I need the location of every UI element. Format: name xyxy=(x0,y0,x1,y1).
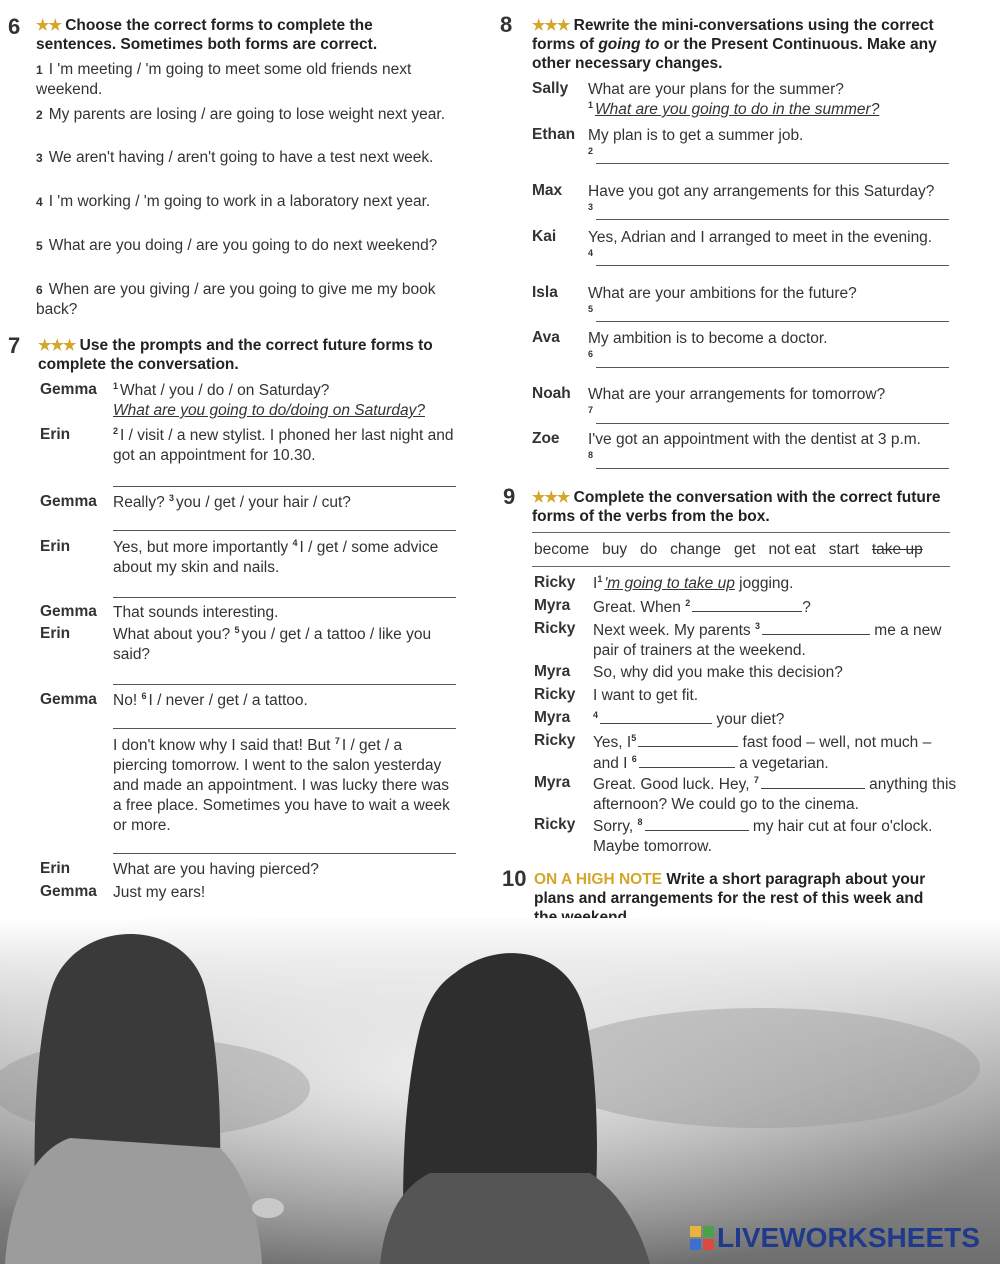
answer-line[interactable] xyxy=(596,219,949,220)
ex9-line-1: $I^1$ 'm going to take up jogging. xyxy=(593,573,794,592)
ex7-line-5: That sounds interesting. xyxy=(113,604,279,621)
ex6-item-1[interactable]: 1 I 'm meeting / 'm going to meet some old friends next weekend. xyxy=(36,61,412,98)
answer-blank[interactable] xyxy=(692,597,802,612)
photo-two-girls xyxy=(0,918,1000,1264)
ex9-line-7: Yes, $I^5$ fast food – well, not much – and I $^6$ a vegetarian. xyxy=(593,732,932,772)
answer-line[interactable] xyxy=(596,265,949,266)
ex9-line-3: Next week. My parents $^3$ me a new pair of trainers at the weekend. xyxy=(593,620,942,659)
speaker: Myra xyxy=(534,774,571,791)
answer-line[interactable] xyxy=(113,486,456,487)
difficulty-stars: ★★★ xyxy=(532,489,570,506)
ex7-line-10: Just my ears! xyxy=(113,884,206,901)
speaker: Gemma xyxy=(40,691,97,708)
answer-text: What are you going to do in the summer? xyxy=(595,101,880,118)
answer-line[interactable] xyxy=(113,597,456,598)
speaker: Myra xyxy=(534,663,571,680)
speaker: Ricky xyxy=(534,732,576,749)
speaker: Noah xyxy=(532,385,571,402)
speaker: Kai xyxy=(532,228,557,245)
box-word: start xyxy=(828,541,859,558)
liveworksheets-logo: LIVEWORKSHEETS xyxy=(690,1222,980,1254)
ex6-item-2[interactable]: 2 My parents are losing / are going to lose weight next year. xyxy=(36,106,446,123)
box-word-used: take up xyxy=(871,541,923,558)
box-word: not eat xyxy=(768,541,816,558)
ex6-item-5[interactable]: 5 What are you doing / are you going to do next weekend? xyxy=(36,237,438,254)
speaker: Isla xyxy=(532,284,558,301)
box-word: do xyxy=(640,541,658,558)
exercise-number: 7 xyxy=(8,333,21,358)
ex7-line-9: What are you having pierced? xyxy=(113,861,319,878)
speaker: Myra xyxy=(534,597,571,614)
ex7-line-8: I don't know why I said that! But $^7$ I / get / a piercing tomorrow. I went to the salon yesterday and made an appointment. I was lucky there was a free place. Sometimes you have to wait a week or more. xyxy=(113,735,450,834)
ex6-item-3[interactable]: 3 We aren't having / aren't going to have a test next week. xyxy=(36,149,434,166)
exercise-number: 9 xyxy=(503,484,516,509)
photo-illustration xyxy=(0,918,1000,1264)
ex7-line-3: Really? $^3$ you / get / your hair / cut? xyxy=(113,492,351,511)
word-box xyxy=(532,532,950,567)
ex8-line-5: What are your ambitions for the future? $^5$ xyxy=(588,285,857,314)
speaker: Myra xyxy=(534,709,571,726)
ex9-line-9: Sorry, $^8$ my hair cut at four o'clock. Maybe tomorrow. xyxy=(593,816,933,855)
answer-line[interactable] xyxy=(113,530,456,531)
difficulty-stars: ★★ xyxy=(36,17,61,34)
speaker: Ricky xyxy=(534,620,576,637)
speaker: Ricky xyxy=(534,816,576,833)
speaker: Ava xyxy=(532,329,560,346)
speaker: Zoe xyxy=(532,430,560,447)
ex9-line-8: Great. Good luck. Hey, $^7$ anything this afternoon? We could go to the cinema. xyxy=(593,774,957,813)
difficulty-stars: ★★★ xyxy=(38,337,76,354)
box-word: buy xyxy=(602,541,628,558)
ex8-line-2: My plan is to get a summer job. $^2$ xyxy=(588,127,804,156)
exercise-number: 6 xyxy=(8,14,21,39)
ex7-line-6: What about you? $^5$ you / get / a tattoo / like you said? xyxy=(113,624,432,663)
answer-blank[interactable] xyxy=(762,620,870,635)
speaker: Gemma xyxy=(40,883,97,900)
box-word: change xyxy=(670,541,722,558)
answer-blank[interactable] xyxy=(639,753,735,768)
answer-line[interactable] xyxy=(596,163,949,164)
answer-blank[interactable] xyxy=(600,709,712,724)
exercise-number: 8 xyxy=(500,12,513,37)
speaker: Gemma xyxy=(40,603,97,620)
answer-text: What are you going to do/doing on Saturday? xyxy=(113,402,425,419)
speaker: Ricky xyxy=(534,574,576,591)
ex8-line-1: What are your plans for the summer? $^1$ What are you going to do in the summer? xyxy=(588,81,880,118)
ex9-line-5: I want to get fit. xyxy=(593,687,699,704)
ex6-item-4[interactable]: 4 I 'm working / 'm going to work in a laboratory next year. xyxy=(36,193,431,210)
answer-line[interactable] xyxy=(113,684,456,685)
ex9-line-2: Great. When $^2$ ? xyxy=(593,597,811,616)
ex8-line-7: What are your arrangements for tomorrow? $^7$ xyxy=(588,386,886,415)
answer-line[interactable] xyxy=(596,423,949,424)
ex9-line-4: So, why did you make this decision? xyxy=(593,664,843,681)
ex7-line-4: Yes, but more importantly $^4$ I / get / some advice about my skin and nails. xyxy=(113,537,439,576)
exercise-instruction: ★★★ Use the prompts and the correct future forms to complete the conversation. xyxy=(38,337,433,373)
answer-blank[interactable] xyxy=(761,774,865,789)
answer-blank[interactable] xyxy=(638,732,738,747)
ex7-line-1: $^1$ What / you / do / on Saturday? What are you going to do/doing on Saturday? xyxy=(113,380,425,419)
speaker: Erin xyxy=(40,426,71,443)
answer-line[interactable] xyxy=(113,853,456,854)
answer-line[interactable] xyxy=(596,321,949,322)
answer-line[interactable] xyxy=(596,468,949,469)
speaker: Ricky xyxy=(534,686,576,703)
speaker: Erin xyxy=(40,860,71,877)
ex7-line-2: $^2$ I / visit / a new stylist. I phoned her last night and got an appointment for 10.30. xyxy=(113,425,454,464)
speaker: Gemma xyxy=(40,493,97,510)
ex7-line-7: No! $^6$ I / never / get / a tattoo. xyxy=(113,690,308,709)
answer-blank[interactable] xyxy=(645,816,749,831)
difficulty-stars: ★★★ xyxy=(532,17,570,34)
high-note-tag: ON A HIGH NOTE xyxy=(534,871,663,888)
exercise-instruction: ★★ Choose the correct forms to complete the sentences. Sometimes both forms are correct. xyxy=(36,17,378,53)
answer-line[interactable] xyxy=(113,728,456,729)
speaker: Max xyxy=(532,182,563,199)
answer-text: 'm going to take up xyxy=(604,575,735,592)
exercise-number: 10 xyxy=(502,866,527,891)
logo-icon xyxy=(690,1226,714,1250)
speaker: Erin xyxy=(40,538,71,555)
box-word: become xyxy=(534,541,590,558)
exercise-instruction: ON A HIGH NOTE Write a short paragraph about your plans and arrangements for the rest of this week and xyxy=(534,871,926,907)
ex8-line-3: Have you got any arrangements for this Saturday? $^3$ xyxy=(588,183,935,212)
ex9-line-6: $^4$ your diet? xyxy=(593,709,785,728)
exercise-instruction: ★★★ Complete the conversation with the correct future forms of the verbs from the box. xyxy=(532,489,941,525)
ex8-line-8: I've got an appointment with the dentist at 3 p.m. $^8$ xyxy=(588,431,921,460)
speaker: Sally xyxy=(532,80,569,97)
speaker: Ethan xyxy=(532,126,576,143)
speaker: Gemma xyxy=(40,381,97,398)
exercise-instruction: ★★★ Rewrite the mini-conversations using the correct forms of going to or the Present Continuous. Make any other necessary changes. xyxy=(532,17,937,72)
ex6-item-6[interactable]: 6 When are you giving / are you going to give me my book back? xyxy=(36,281,436,318)
box-word: get xyxy=(733,541,756,558)
speaker: Erin xyxy=(40,625,71,642)
answer-line[interactable] xyxy=(596,367,949,368)
ex8-line-6: My ambition is to become a doctor. $^6$ xyxy=(588,330,828,359)
ex8-line-4: Yes, Adrian and I arranged to meet in the evening. $^4$ xyxy=(588,229,933,258)
